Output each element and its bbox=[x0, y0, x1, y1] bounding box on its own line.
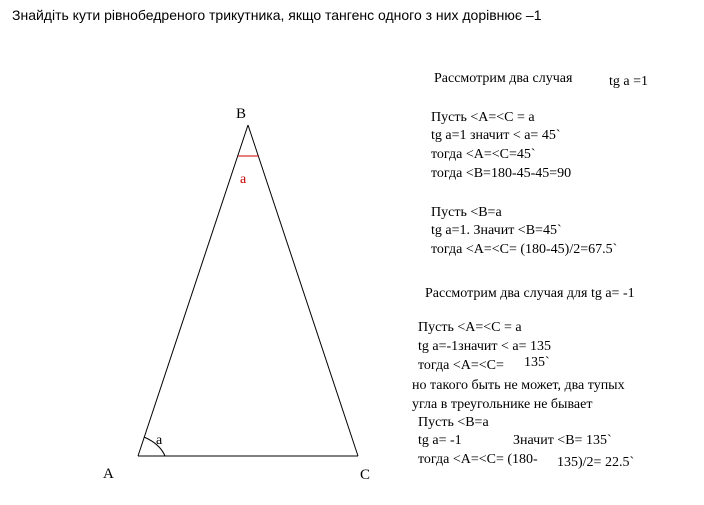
case1-sub1-line1: Пусть <A=<C = a bbox=[431, 110, 535, 125]
top-angle-label: a bbox=[240, 172, 247, 187]
side-bc bbox=[248, 125, 358, 456]
case2-heading: Рассмотрим два случая для tg a= -1 bbox=[425, 286, 635, 301]
case2-line7-left: tg a= -1 bbox=[418, 433, 462, 448]
case1-sub1-line4: тогда <B=180-45-45=90 bbox=[431, 166, 572, 181]
case1-condition: tg a =1 bbox=[609, 74, 648, 89]
case2-line8-right: 135)/2= 22.5` bbox=[557, 455, 635, 470]
case2-line1: Пусть <A=<C = a bbox=[418, 320, 522, 335]
case1-sub1-line2: tg a=1 значит < a= 45` bbox=[431, 128, 561, 143]
case1-sub1-line3: тогда <A=<C=45` bbox=[431, 147, 536, 162]
case2-line5: угла в треугольнике не бывает bbox=[412, 397, 593, 412]
case2-line7-right: Значит <B= 135` bbox=[513, 433, 612, 448]
case2-line6: Пусть <B=a bbox=[418, 415, 489, 430]
left-angle-label: a bbox=[156, 433, 163, 448]
vertex-c-label: C bbox=[360, 467, 371, 483]
case1-heading: Рассмотрим два случая bbox=[434, 71, 573, 86]
vertex-a-label: A bbox=[103, 466, 114, 482]
problem-title: Знайдіть кути рівнобедреного трикутника, якщо тангенс одного з них дорівнює –1 bbox=[12, 7, 542, 23]
vertex-b-label: B bbox=[236, 106, 247, 122]
side-ab bbox=[138, 125, 248, 456]
case2-line4: но такого быть не может, два тупых bbox=[412, 378, 625, 393]
case2-line3: тогда <A=<C= bbox=[418, 358, 504, 373]
case1-sub2-line2: tg a=1. Значит <B=45` bbox=[431, 223, 562, 238]
case1-sub2-line3: тогда <A=<C= (180-45)/2=67.5` bbox=[431, 242, 618, 257]
case2-line2: tg a=-1значит < a= 135 bbox=[418, 339, 551, 354]
case2-line8-left: тогда <A=<C= (180- bbox=[418, 452, 538, 467]
case1-sub2-line1: Пусть <B=a bbox=[431, 205, 502, 220]
case2-line3-value: 135` bbox=[524, 355, 550, 370]
